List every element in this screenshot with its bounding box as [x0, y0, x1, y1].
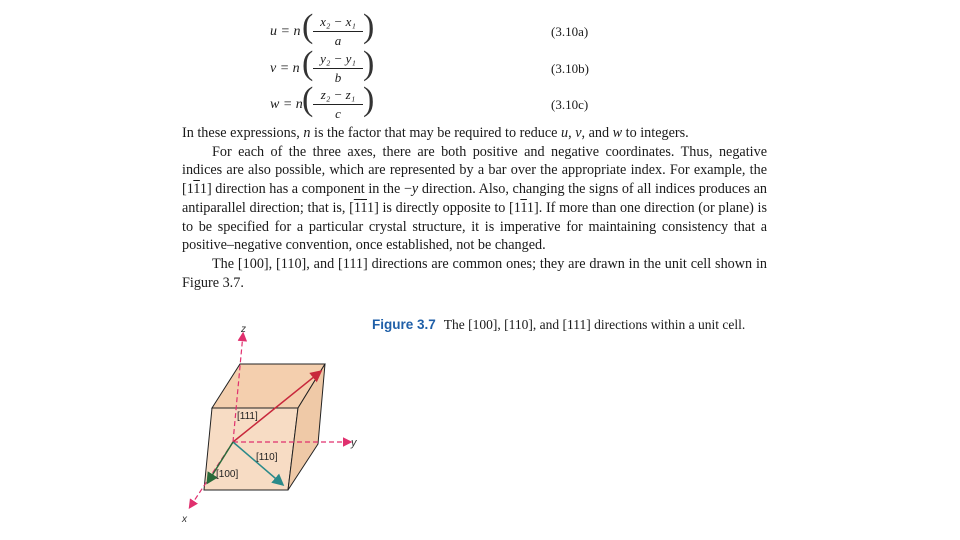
right-paren: )	[363, 8, 375, 45]
barred-index: 1	[520, 199, 527, 216]
caption-text: The [100], [110], and [111] directions within a unit cell.	[443, 317, 746, 332]
direction-100-label: [100]	[216, 469, 239, 480]
right-paren: )	[363, 81, 375, 118]
axis-x-label: x	[182, 514, 187, 525]
equation-lhs: u = n	[270, 24, 301, 39]
italic-variable: n	[303, 125, 311, 141]
equation-lhs: w = n	[270, 97, 303, 112]
paragraph-2: For each of the three axes, there are both positive and negative coordinates. Thus, negative indices are also possible, which are represented by a bar over the appropriate index. For example, the [111] direction has a component in the −y direction. Also, changing the signs of all indices produces an antiparallel direction; that is, [111] is directly opposite to [111]. If more than one direction (or plane) is to be specified for a particular crystal structure, it is imperative for maintaining consistency that a positive–negative convention, once established, not be changed.	[182, 143, 767, 254]
barred-index: 1	[353, 199, 361, 216]
italic-variable: w	[612, 125, 623, 141]
numerator: z₂ − z₁	[320, 87, 356, 102]
fraction	[311, 51, 365, 86]
equation-lhs: v = n	[270, 61, 300, 76]
equation-label: (3.10a)	[551, 24, 589, 39]
left-paren: (	[302, 45, 314, 82]
direction-111-label: [111]	[237, 411, 258, 422]
fraction-bar	[313, 104, 363, 105]
italic-variable: y	[411, 181, 419, 198]
unit-cell-diagram	[170, 322, 370, 537]
right-paren: )	[363, 45, 375, 82]
left-paren: (	[302, 8, 314, 45]
numerator: y₂ − y₁	[320, 51, 356, 66]
fraction	[311, 14, 365, 49]
body-text	[182, 124, 767, 292]
axis-z-label: z	[241, 324, 246, 335]
figure-label: Figure 3.7	[372, 317, 436, 332]
paragraph-3: The [100], [110], and [111] directions are common ones; they are drawn in the unit cell shown in Figure 3.7.	[182, 255, 767, 291]
denominator: a	[334, 33, 342, 48]
direction-110-label: [110]	[256, 452, 278, 463]
barred-index: 1	[193, 181, 200, 198]
paragraph-1: In these expressions, n is the factor that may be required to reduce u, v, and w to integers.	[182, 125, 689, 141]
left-paren: (	[302, 81, 314, 118]
italic-variable: u	[561, 125, 569, 141]
equation-label: (3.10b)	[551, 61, 589, 76]
figure-caption	[372, 316, 762, 334]
numerator: x₂ − x₁	[320, 14, 356, 29]
denominator: c	[335, 106, 341, 121]
fraction	[311, 87, 365, 122]
equation-3-10c	[270, 81, 380, 123]
denominator: b	[334, 70, 342, 85]
fraction-bar	[313, 31, 363, 32]
italic-variable: v	[575, 125, 582, 141]
equation-label: (3.10c)	[551, 97, 589, 112]
fraction-bar	[313, 68, 363, 69]
barred-index: 1	[360, 199, 367, 216]
axis-y-label: y	[351, 437, 357, 449]
